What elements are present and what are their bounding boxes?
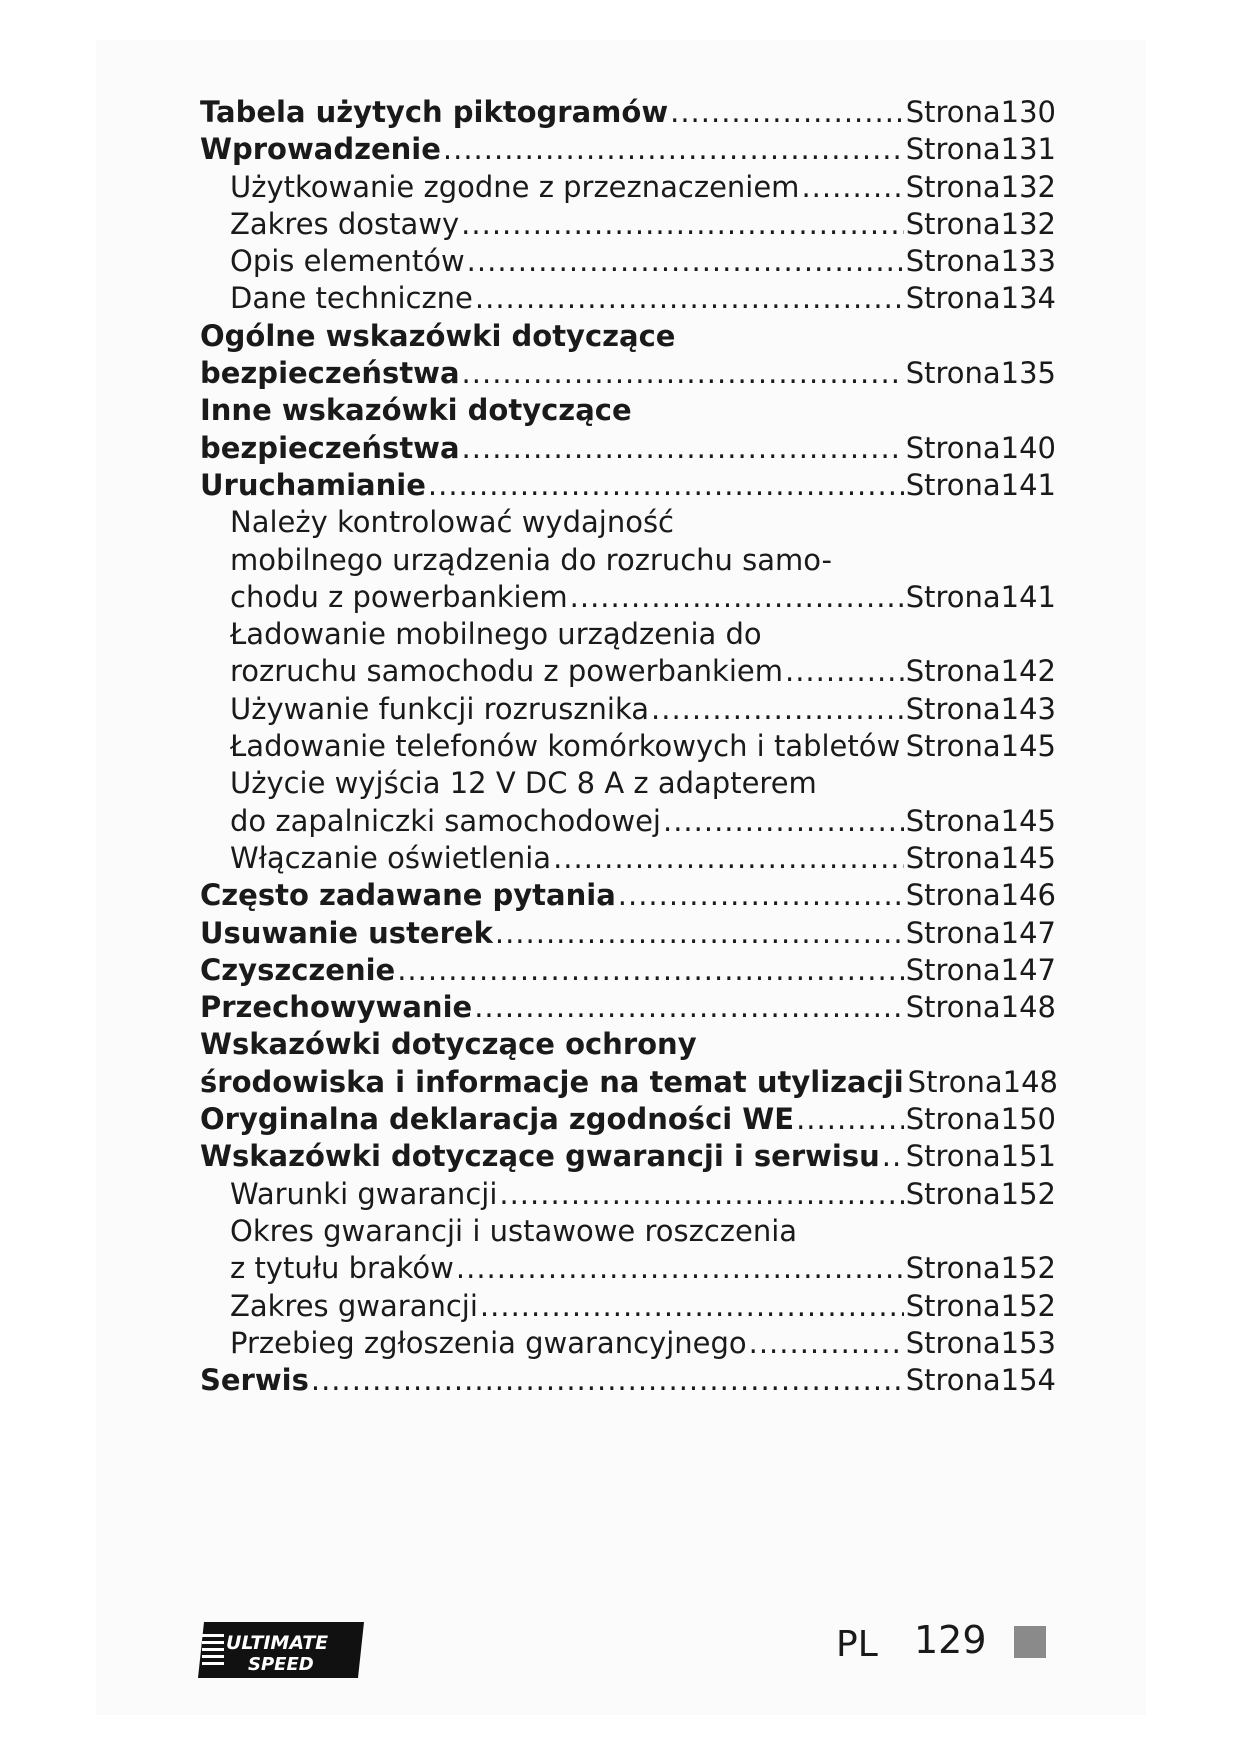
toc-entry-troubleshooting[interactable]	[200, 915, 1056, 952]
toc-entry-light[interactable]	[200, 840, 1056, 877]
toc-entry-check-capacity-2[interactable]	[200, 542, 1056, 579]
toc-entry-title: Przechowywanie	[200, 990, 473, 1025]
toc-entry-check-capacity-3[interactable]	[200, 579, 1056, 616]
toc-entry-title: Ogólne wskazówki dotyczące	[200, 318, 676, 353]
toc-entry-title: z tytułu braków	[230, 1251, 454, 1286]
toc-page-reference: Strona145	[905, 840, 1056, 875]
toc-entry-general-safety-2[interactable]	[200, 355, 1056, 392]
toc-entry-title: Okres gwarancji i ustawowe roszczenia	[230, 1213, 798, 1248]
toc-dot-leader	[618, 877, 904, 914]
toc-page-reference: Strona146	[905, 878, 1056, 913]
toc-entry-other-safety-2[interactable]	[200, 430, 1056, 467]
toc-entry-title: Warunki gwarancji	[230, 1176, 498, 1211]
toc-dot-leader	[480, 1288, 904, 1325]
toc-entry-other-safety-1[interactable]	[200, 392, 1056, 429]
toc-dot-leader	[749, 1325, 904, 1362]
toc-entry-environment-1[interactable]	[200, 1026, 1056, 1063]
toc-entry-startup[interactable]	[200, 467, 1056, 504]
toc-page-reference: Strona132	[905, 169, 1056, 204]
footer-language: PL	[836, 1624, 878, 1665]
toc-entry-title: Użycie wyjścia 12 V DC 8 A z adapterem	[230, 766, 817, 801]
toc-entry-title: Uruchamianie	[200, 467, 426, 502]
toc-entry-title: chodu z powerbankiem	[230, 579, 568, 614]
toc-page-reference: Strona141	[905, 467, 1056, 502]
toc-entry-title: Włączanie oświetlenia	[230, 840, 552, 875]
toc-dot-leader	[553, 840, 904, 877]
toc-page-reference: Strona134	[905, 281, 1056, 316]
toc-page-reference: Strona142	[905, 654, 1056, 689]
toc-page-reference: Strona147	[905, 915, 1056, 950]
toc-dot-leader	[462, 355, 904, 392]
toc-dot-leader	[499, 1176, 903, 1213]
toc-entry-title: Dane techniczne	[230, 281, 473, 316]
toc-entry-faq[interactable]	[200, 877, 1056, 914]
toc-dot-leader	[443, 131, 904, 168]
toc-page-reference: Strona153	[905, 1325, 1056, 1360]
toc-dot-leader	[663, 803, 904, 840]
toc-dot-leader	[495, 915, 904, 952]
toc-page-reference: Strona151	[905, 1139, 1056, 1174]
toc-page-reference: Strona130	[905, 95, 1056, 129]
toc-dot-leader	[651, 691, 904, 728]
toc-entry-title: Wprowadzenie	[200, 132, 441, 167]
toc-entry-warranty-period-1[interactable]	[200, 1213, 1056, 1250]
toc-entry-delivery[interactable]	[200, 206, 1056, 243]
toc-entry-title: Używanie funkcji rozrusznika	[230, 691, 650, 726]
toc-entry-general-safety-1[interactable]	[200, 318, 1056, 355]
toc-dot-leader	[397, 952, 903, 989]
toc-page-reference: Strona154	[905, 1363, 1056, 1398]
toc-dot-leader	[902, 728, 903, 765]
toc-entry-title: Inne wskazówki dotyczące	[200, 393, 632, 428]
toc-entry-service[interactable]	[200, 1362, 1056, 1399]
toc-dot-leader	[475, 280, 904, 317]
toc-entry-title: bezpieczeństwa	[200, 356, 460, 391]
toc-entry-warranty-period-2[interactable]	[200, 1250, 1056, 1287]
toc-page-reference: Strona145	[905, 729, 1056, 764]
toc-dot-leader	[796, 1101, 904, 1138]
toc-entry-warranty-scope[interactable]	[200, 1288, 1056, 1325]
toc-dot-leader	[462, 430, 904, 467]
toc-dot-leader	[467, 243, 904, 280]
toc-page-reference: Strona152	[905, 1288, 1056, 1323]
toc-entry-title: Wskazówki dotyczące gwarancji i serwisu	[200, 1139, 880, 1174]
toc-entry-title: do zapalniczki samochodowej	[230, 803, 661, 838]
toc-entry-title: bezpieczeństwa	[200, 430, 460, 465]
toc-page-reference: Strona147	[905, 952, 1056, 987]
toc-page-reference: Strona140	[905, 430, 1056, 465]
toc-entry-title: Usuwanie usterek	[200, 915, 493, 950]
toc-page-reference: Strona131	[905, 132, 1056, 167]
toc-page-reference: Strona152	[905, 1251, 1056, 1286]
toc-page-reference: Strona141	[905, 579, 1056, 614]
toc-dot-leader	[474, 989, 904, 1026]
toc-entry-dc-out-2[interactable]	[200, 803, 1056, 840]
toc-page-reference: Strona143	[905, 691, 1056, 726]
toc-entry-declaration[interactable]	[200, 1101, 1056, 1138]
toc-dot-leader	[311, 1362, 904, 1399]
toc-entry-intro[interactable]	[200, 131, 1056, 168]
toc-page-reference: Strona148	[907, 1064, 1058, 1099]
toc-entry-warranty-claim[interactable]	[200, 1325, 1056, 1362]
toc-entry-warranty[interactable]	[200, 1138, 1056, 1175]
toc-entry-intended-use[interactable]	[200, 169, 1056, 206]
toc-entry-title: Opis elementów	[230, 244, 465, 279]
toc-entry-cleaning[interactable]	[200, 952, 1056, 989]
toc-dot-leader	[785, 653, 904, 690]
page-number: 129	[914, 1618, 987, 1662]
toc-entry-title: Ładowanie mobilnego urządzenia do	[230, 617, 762, 652]
toc-entry-check-capacity-1[interactable]	[200, 504, 1056, 541]
toc-entry-tech-data[interactable]	[200, 280, 1056, 317]
toc-dot-leader	[882, 1138, 904, 1175]
toc-page-reference: Strona135	[905, 356, 1056, 391]
toc-entry-phones[interactable]	[200, 728, 1056, 765]
toc-entry-title: Zakres dostawy	[230, 206, 460, 241]
toc-entry-storage[interactable]	[200, 989, 1056, 1026]
toc-dot-leader	[670, 94, 904, 131]
toc-entry-title: Należy kontrolować wydajność	[230, 505, 674, 540]
toc-page-reference: Strona148	[905, 990, 1056, 1025]
toc-entry-title: Wskazówki dotyczące ochrony	[200, 1027, 697, 1062]
toc-entry-title: Przebieg zgłoszenia gwarancyjnego	[230, 1325, 747, 1360]
toc-entry-charging-2[interactable]	[200, 653, 1056, 690]
toc-entry-charging-1[interactable]	[200, 616, 1056, 653]
toc-entry-title: środowiska i informacje na temat utylizacji	[200, 1064, 904, 1099]
logo-text-line1: ULTIMATE	[226, 1632, 329, 1654]
ultimate-speed-logo	[196, 1620, 366, 1684]
toc-dot-leader	[461, 206, 904, 243]
toc-page-reference: Strona132	[905, 206, 1056, 241]
toc-entry-dc-out-1[interactable]	[200, 765, 1056, 802]
toc-entry-title: Tabela użytych piktogramów	[200, 95, 669, 129]
toc-page-reference: Strona150	[905, 1102, 1056, 1137]
toc-entry-title: Często zadawane pytania	[200, 878, 616, 913]
table-of-contents	[200, 94, 1056, 1399]
toc-entry-warranty-conditions[interactable]	[200, 1176, 1056, 1213]
toc-dot-leader	[428, 467, 904, 504]
toc-entry-title: rozruchu samochodu z powerbankiem	[230, 654, 783, 689]
toc-entry-components[interactable]	[200, 243, 1056, 280]
toc-entry-title: Zakres gwarancji	[230, 1288, 478, 1323]
toc-dot-leader	[570, 579, 904, 616]
page-marker-square	[1014, 1626, 1046, 1658]
toc-dot-leader	[801, 169, 903, 206]
toc-entry-title: mobilnego urządzenia do rozruchu samo-	[230, 542, 833, 577]
toc-page-reference: Strona152	[905, 1176, 1056, 1211]
toc-entry-title: Ładowanie telefonów komórkowych i tabletów	[230, 729, 901, 764]
toc-entry-environment-2[interactable]	[200, 1064, 1056, 1101]
toc-entry-pictograms[interactable]	[200, 94, 1056, 131]
toc-page-reference: Strona145	[905, 803, 1056, 838]
toc-page-reference: Strona133	[905, 244, 1056, 279]
toc-entry-title: Serwis	[200, 1363, 309, 1398]
toc-entry-starter[interactable]	[200, 691, 1056, 728]
logo-text-line2: SPEED	[248, 1654, 314, 1675]
toc-entry-title: Oryginalna deklaracja zgodności WE	[200, 1102, 795, 1137]
toc-entry-title: Czyszczenie	[200, 952, 396, 987]
toc-entry-title: Użytkowanie zgodne z przeznaczeniem	[230, 169, 800, 204]
toc-dot-leader	[456, 1250, 904, 1287]
